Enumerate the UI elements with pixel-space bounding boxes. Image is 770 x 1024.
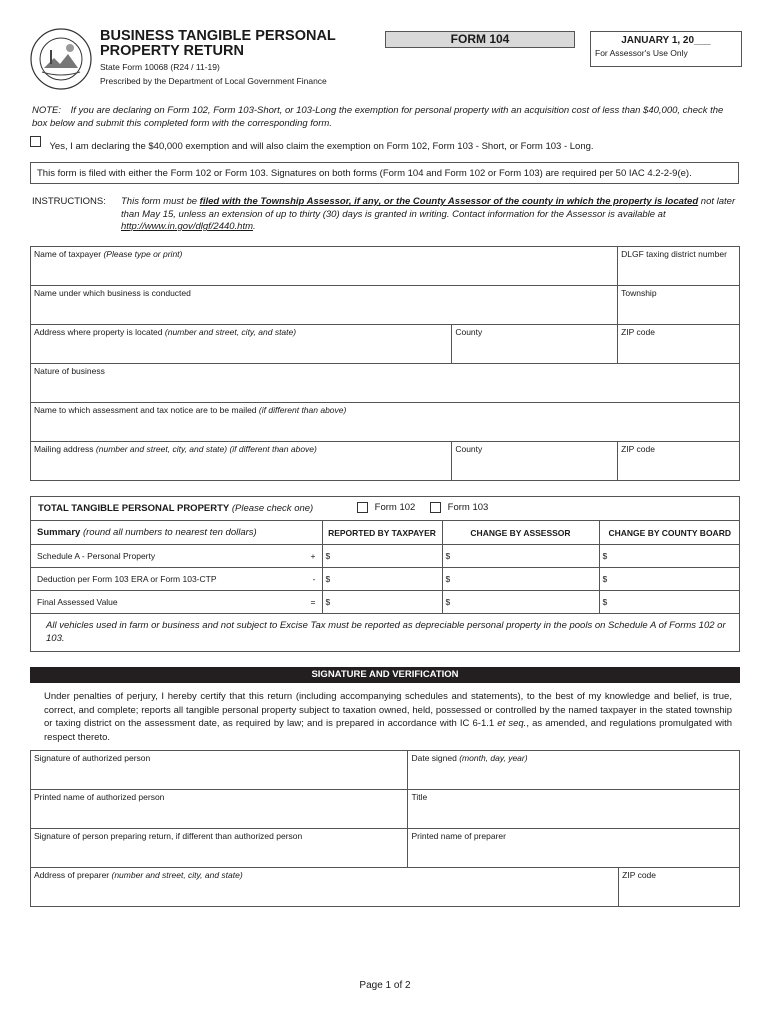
title-field[interactable] — [408, 790, 740, 829]
preparer-zip-label: ZIP code — [622, 870, 657, 880]
form-title — [100, 29, 360, 59]
note-section — [32, 104, 737, 130]
row-operator: + — [310, 551, 316, 561]
page-number: Page 1 of 2 — [359, 980, 411, 991]
col-change-by-assessor: CHANGE BY ASSESSOR — [442, 521, 599, 545]
instructions-section — [32, 196, 740, 234]
signature-heading: SIGNATURE AND VERIFICATION — [30, 667, 740, 683]
instructions-label: INSTRUCTIONS: — [32, 196, 106, 207]
row-label-cell — [30, 568, 322, 591]
certification-italic: et seq. — [497, 718, 527, 729]
signature-table — [30, 750, 740, 907]
summary-label: Summary — [37, 527, 81, 538]
state-seal — [30, 28, 92, 90]
taxpayer-name-label: Name of taxpayer — [34, 249, 102, 259]
exemption-row — [30, 138, 594, 152]
preparer-address-label: Address of preparer — [34, 870, 110, 880]
total-property-label: TOTAL TANGIBLE PERSONAL PROPERTY — [38, 503, 230, 514]
taxpayer-name-field[interactable] — [31, 247, 618, 286]
mailing-address-label: Mailing address — [34, 444, 94, 454]
printed-name-field[interactable] — [31, 790, 408, 829]
certification-text-2: , as amended, and regulations promulgated with respect thereto. — [44, 718, 733, 743]
instructions-emphasis: filed with the Township Assessor, if any, or the County Assessor of the county in which the property is located — [199, 196, 699, 207]
certification-text — [44, 690, 732, 744]
reported-value-input[interactable]: $ — [322, 591, 442, 614]
assessor-date-box — [590, 31, 742, 67]
total-property-hint: (Please check one) — [231, 503, 314, 514]
county-board-value-input[interactable]: $ — [599, 568, 740, 591]
property-address-hint: (number and street, city, and state) — [164, 327, 297, 337]
date-signed-field[interactable] — [408, 751, 740, 790]
mailing-name-hint: (if different than above) — [258, 405, 347, 415]
state-form-number: State Form 10068 (R24 / 11-19) — [100, 62, 220, 72]
township-label: Township — [621, 288, 657, 298]
form102-option[interactable] — [357, 502, 415, 513]
row-operator: = — [310, 597, 316, 607]
county-board-value-input[interactable]: $ — [599, 545, 740, 568]
instructions-text-1: This form must be — [121, 196, 200, 207]
nature-of-business-field[interactable] — [31, 364, 740, 403]
assessor-value-input[interactable]: $ — [442, 545, 599, 568]
title-line-2: PROPERTY RETURN — [100, 43, 244, 59]
taxpayer-name-hint: (Please type or print) — [103, 249, 183, 259]
row-label: Schedule A - Personal Property — [37, 551, 156, 561]
assessor-value-input[interactable]: $ — [442, 591, 599, 614]
summary-hint: (round all numbers to nearest ten dollars) — [82, 527, 257, 538]
mailing-address-hint: (number and street, city, and state) (if different than above) — [95, 444, 317, 454]
row-operator: - — [312, 574, 316, 584]
assessor-contact-link[interactable]: http://www.in.gov/dlgf/2440.htm — [121, 221, 254, 232]
mailing-address-field[interactable] — [31, 442, 452, 481]
preparer-zip-field[interactable] — [619, 868, 740, 907]
form102-checkbox[interactable] — [357, 502, 368, 513]
property-address-field[interactable] — [31, 325, 452, 364]
vehicles-note: All vehicles used in farm or business and not subject to Excise Tax must be reported as depreciable personal property in the pools on Schedule A of Forms 102 or 103. — [46, 620, 726, 644]
exemption-checkbox-label: Yes, I am declaring the $40,000 exemption and will also claim the exemption on Form 102, Form 103 - Short, or Form 103 - Long. — [49, 141, 594, 152]
exemption-checkbox[interactable] — [30, 136, 41, 147]
mailing-name-label: Name to which assessment and tax notice are to be mailed — [34, 405, 257, 415]
mailing-name-field[interactable] — [31, 403, 740, 442]
nature-of-business-label: Nature of business — [34, 366, 105, 376]
summary-row — [30, 591, 740, 614]
total-property-heading — [38, 503, 313, 514]
assessor-use-label: For Assessor's Use Only — [595, 48, 688, 58]
date-signed-label: Date signed — [411, 753, 457, 763]
form103-option[interactable] — [430, 502, 488, 513]
preparer-signature-label: Signature of person preparing return, if different than authorized person — [34, 831, 303, 841]
preparer-name-label: Printed name of preparer — [411, 831, 506, 841]
summary-table — [30, 520, 740, 614]
col-reported-by-taxpayer: REPORTED BY TAXPAYER — [322, 521, 442, 545]
row-label-cell — [30, 591, 322, 614]
filed-notice: This form is filed with either the Form 102 or Form 103. Signatures on both forms (Form 104 and Form 102 or Form 103) are required per 50 IAC 4.2-2-9(e). — [30, 162, 739, 184]
township-field[interactable] — [618, 286, 740, 325]
preparer-address-hint: (number and street, city, and state) — [111, 870, 243, 880]
assessor-value-input[interactable]: $ — [442, 568, 599, 591]
business-name-field[interactable] — [31, 286, 618, 325]
authorized-signature-label: Signature of authorized person — [34, 753, 151, 763]
form103-label: Form 103 — [447, 502, 489, 514]
business-name-label: Name under which business is conducted — [34, 288, 191, 298]
preparer-signature-field[interactable] — [31, 829, 408, 868]
form-number-box: FORM 104 — [385, 31, 575, 48]
county-board-value-input[interactable]: $ — [599, 591, 740, 614]
taxpayer-info-table — [30, 246, 740, 481]
certification-text-1: Under penalties of perjury, I hereby certify that this return (including accompanying schedules and statements), to the best of my knowledge and belief, is true, correct, and complete; reports all tangible personal property subject to taxation owned, held, possessed or controlled by the named taxpayer in the stated township or taxing district on the assessment date, as required by law; and is prepared in accordance with IC 6-1.1 — [44, 691, 732, 729]
prescribed-by: Prescribed by the Department of Local Government Finance — [100, 76, 327, 86]
row-label-cell — [30, 545, 322, 568]
printed-name-label: Printed name of authorized person — [34, 792, 165, 802]
district-number-label: DLGF taxing district number — [621, 249, 727, 259]
zip-field[interactable] — [618, 325, 740, 364]
title-label: Title — [411, 792, 428, 802]
row-label: Deduction per Form 103 ERA or Form 103-CTP — [37, 574, 217, 584]
summary-header — [30, 521, 322, 545]
mailing-county-field[interactable] — [452, 442, 618, 481]
authorized-signature-field[interactable] — [31, 751, 408, 790]
row-label: Final Assessed Value — [37, 597, 118, 607]
form102-label: Form 102 — [374, 502, 416, 514]
note-text: If you are declaring on Form 102, Form 103-Short, or 103-Long the exemption for personal property with an acquisition cost of less than $40,000, check the box below and submit this completed form with the corresponding form. — [32, 105, 724, 129]
col-change-by-county-board: CHANGE BY COUNTY BOARD — [599, 521, 740, 545]
zip-label: ZIP code — [621, 327, 655, 337]
district-number-field[interactable] — [618, 247, 740, 286]
reported-value-input[interactable]: $ — [322, 545, 442, 568]
form103-checkbox[interactable] — [430, 502, 441, 513]
date-signed-hint: (month, day, year) — [459, 753, 528, 763]
instructions-text-3: . — [253, 221, 256, 232]
mailing-county-label: County — [455, 444, 483, 454]
title-line-1: BUSINESS TANGIBLE PERSONAL — [100, 28, 336, 44]
summary-row — [30, 568, 740, 591]
reported-value-input[interactable]: $ — [322, 568, 442, 591]
county-field[interactable] — [452, 325, 618, 364]
property-address-label: Address where property is located — [34, 327, 163, 337]
mailing-zip-field[interactable] — [618, 442, 740, 481]
preparer-address-field[interactable] — [31, 868, 619, 907]
instructions-text-2: not later than May 15, unless an extension of up to thirty (30) days is granted in writing. Contact information for the Assessor is available at — [121, 196, 736, 220]
note-label: NOTE: — [32, 105, 62, 116]
mailing-zip-label: ZIP code — [621, 444, 655, 454]
assessment-date: JANUARY 1, 20___ — [621, 35, 711, 46]
summary-row — [30, 545, 740, 568]
preparer-name-field[interactable] — [408, 829, 740, 868]
county-label: County — [455, 327, 483, 337]
